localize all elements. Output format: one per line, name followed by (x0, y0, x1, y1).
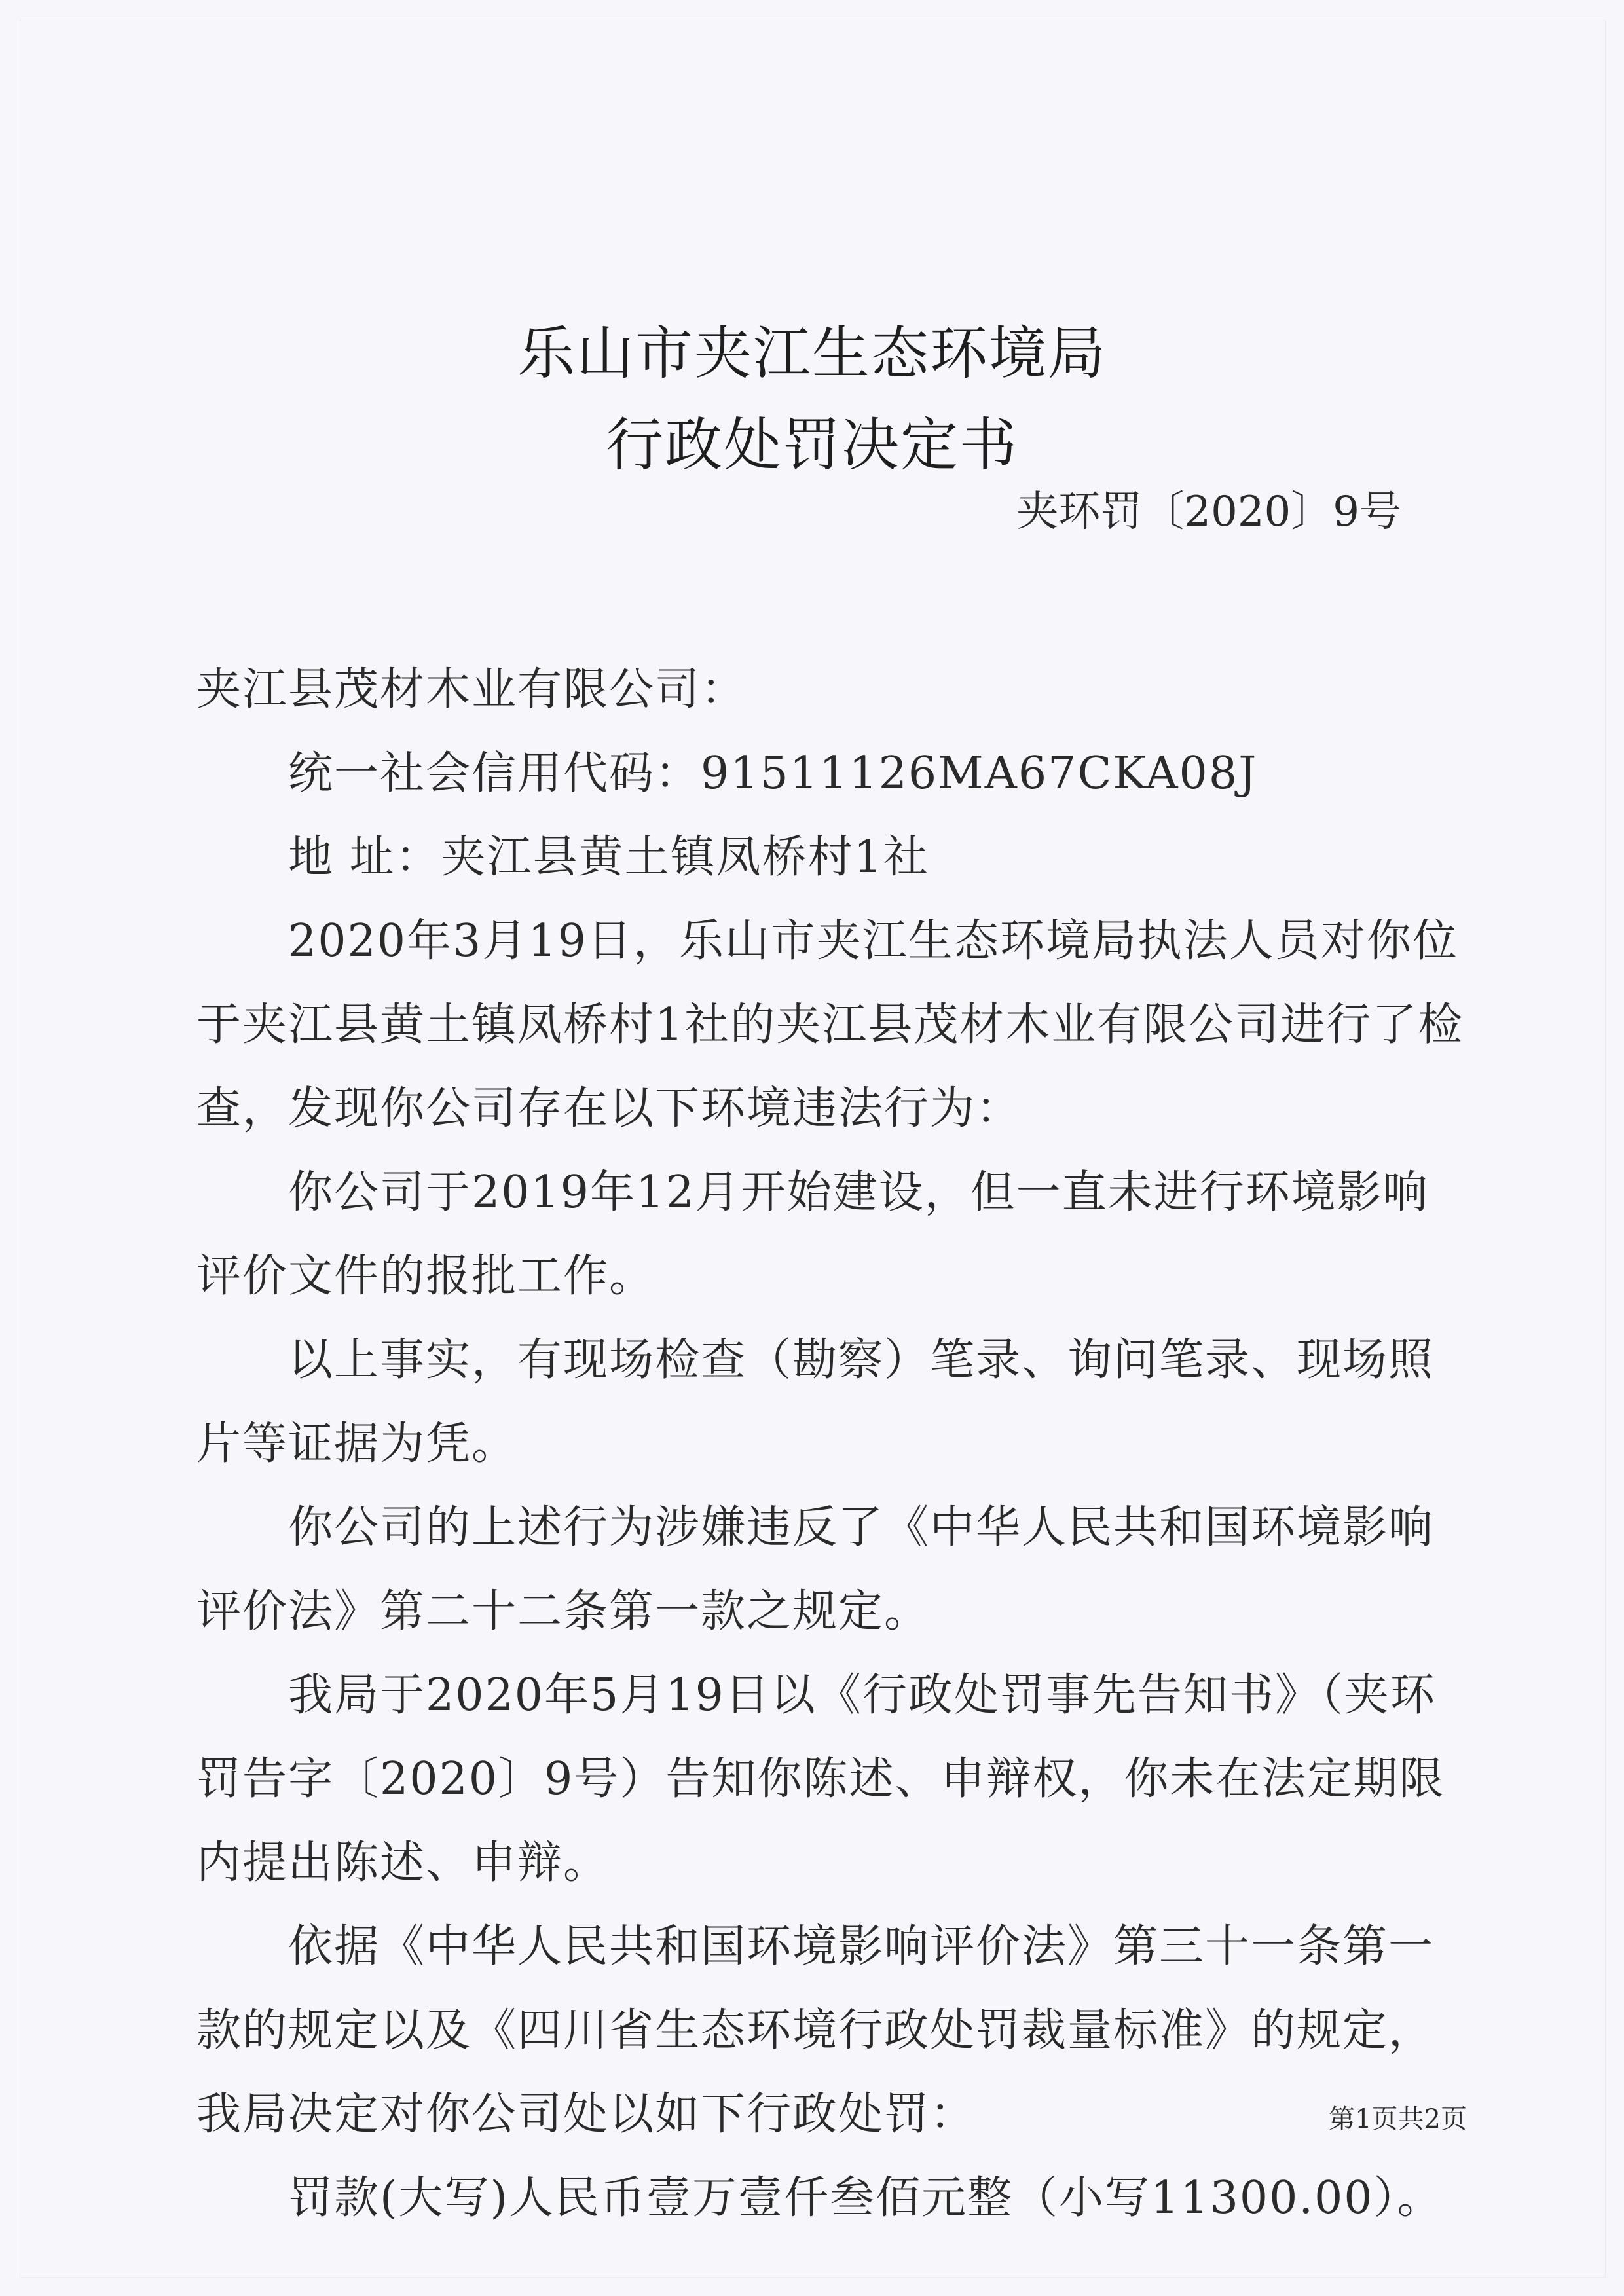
document-body (196, 648, 1467, 2240)
paragraph-inspection: 2020年3月19日，乐山市夹江生态环境局执法人员对你位于夹江县黄土镇凤桥村1社的夹江县茂材木业有限公司进行了检查，发现你公司存在以下环境违法行为： (196, 915, 1464, 1135)
paragraph-violation: 你公司于2019年12月开始建设，但一直未进行环境影响评价文件的报批工作。 (196, 1167, 1429, 1302)
page-number: 第1页共2页 (1329, 2104, 1467, 2134)
document-title-agency: 乐山市夹江生态环境局 (517, 319, 1107, 387)
paragraph-legal-basis: 你公司的上述行为涉嫌违反了《中华人民共和国环境影响评价法》第二十二条第一款之规定。 (196, 1502, 1435, 1637)
paragraph-fine: 罚款(大写)人民币壹万壹仟叁佰元整（小写11300.00）。 (288, 2172, 1443, 2224)
paragraph-decision: 依据《中华人民共和国环境影响评价法》第三十一条第一款的规定以及《四川省生态环境行政处罚裁量标准》的规定，我局决定对你公司处以如下行政处罚： (196, 1921, 1435, 2140)
addressee: 夹江县茂材木业有限公司： (196, 664, 747, 716)
paragraph-evidence: 以上事实，有现场检查（勘察）笔录、询问笔录、现场照片等证据为凭。 (196, 1334, 1435, 1470)
document-title-type: 行政处罚决定书 (605, 411, 1018, 479)
paragraph-notice: 我局于2020年5月19日以《行政处罚事先告知书》（夹环罚告字〔2020〕9号）告知你陈述、申辩权，你未在法定期限内提出陈述、申辩。 (196, 1669, 1445, 1889)
credit-code: 统一社会信用代码：91511126MA67CKA08J (288, 748, 1258, 799)
address: 地 址：夹江县黄土镇凤桥村1社 (288, 831, 929, 883)
document-number: 夹环罚〔2020〕9号 (1016, 488, 1401, 536)
